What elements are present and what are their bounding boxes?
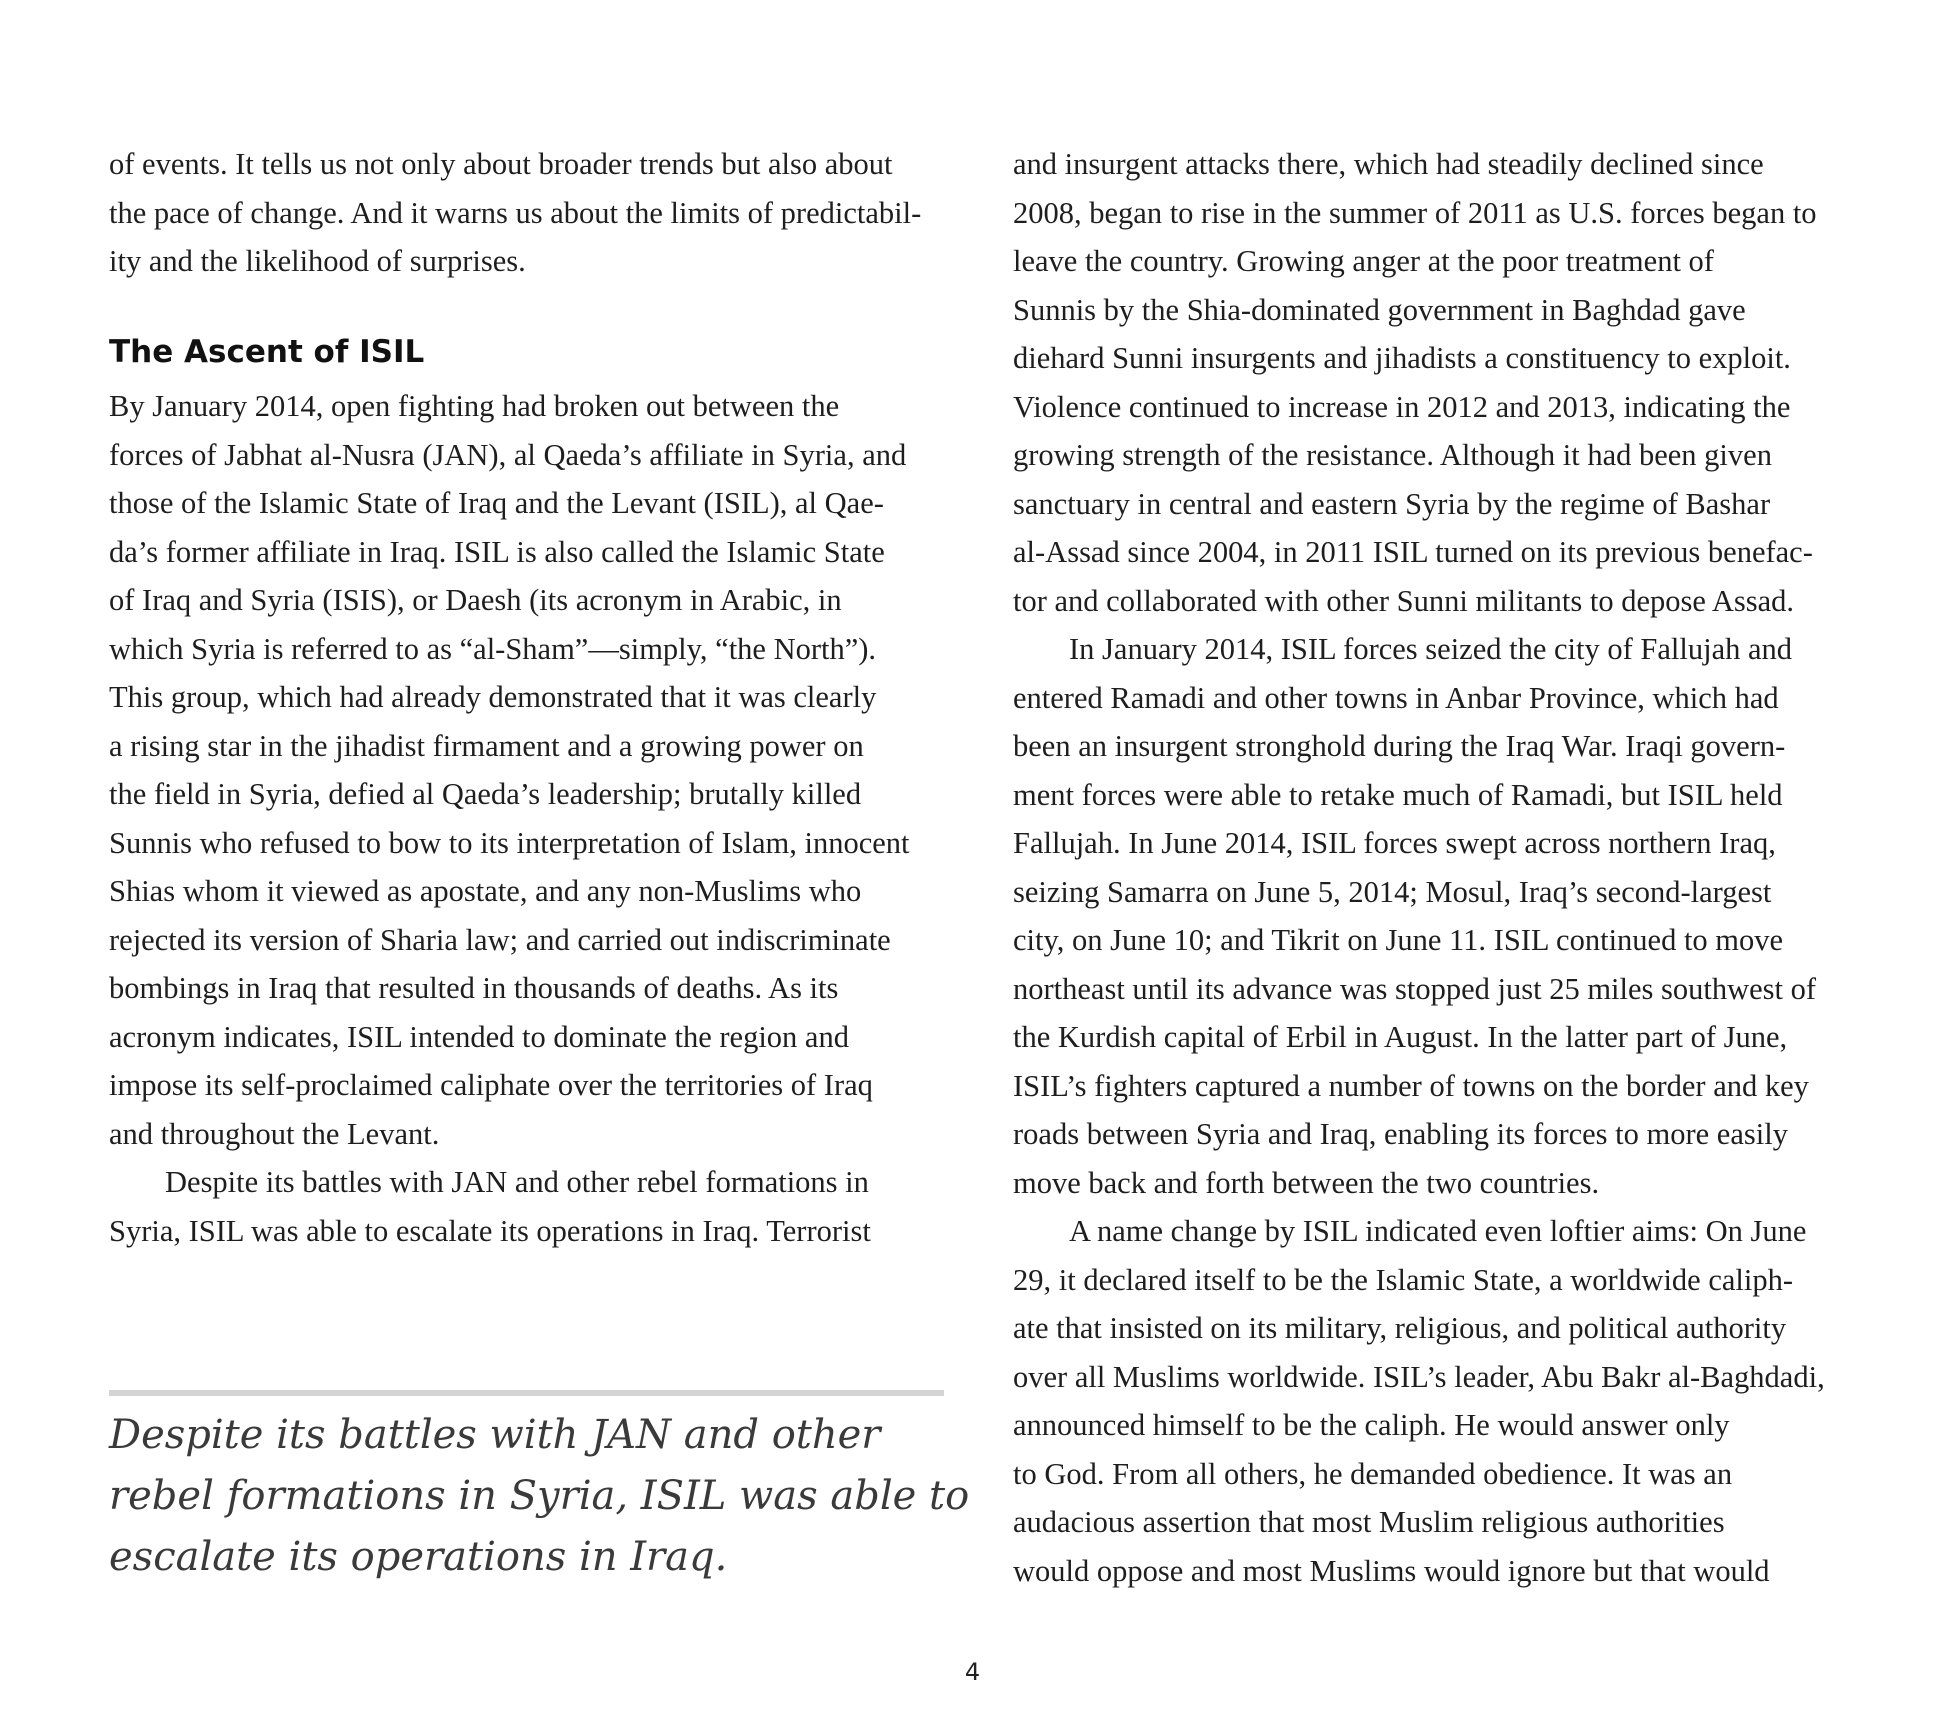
pull-quote-line: rebel formations in Syria, ISIL was able to [109,1473,970,1519]
pull-quote [109,1405,970,1588]
text-line: roads between Syria and Iraq, enabling its forces to more easily [1013,1117,1788,1151]
text-line: of events. It tells us not only about broader trends but also about [109,147,893,181]
text-line: northeast until its advance was stopped just 25 miles southwest of [1013,971,1817,1006]
right-column [1013,140,1855,1595]
text-line: al-Assad since 2004, in 2011 ISIL turned on its previous benefac- [1013,535,1813,569]
text-line: Despite its battles with JAN and other rebel formations in [165,1165,869,1199]
text-line: acronym indicates, ISIL intended to dominate the region and [109,1019,849,1054]
text-line: a rising star in the jihadist firmament and a growing power on [109,728,864,763]
text-line: ment forces were able to retake much of Ramadi, but ISIL held [1013,777,1783,812]
section-heading: The Ascent of ISIL [109,334,425,370]
text-line: entered Ramadi and other towns in Anbar Province, which had [1013,680,1779,715]
text-line: da’s former affiliate in Iraq. ISIL is also called the Islamic State [109,534,885,569]
text-line: forces of Jabhat al-Nusra (JAN), al Qaeda’s affiliate in Syria, and [109,437,907,472]
text-line: and insurgent attacks there, which had steadily declined since [1013,147,1764,181]
text-line: the pace of change. And it warns us about the limits of predictabil- [109,195,922,230]
text-line: In January 2014, ISIL forces seized the city of Fallujah and [1069,632,1793,666]
text-line: and throughout the Levant. [109,1116,440,1151]
text-line: those of the Islamic State of Iraq and the Levant (ISIL), al Qae- [109,486,884,520]
text-line: growing strength of the resistance. Although it had been given [1013,438,1772,472]
text-line: ISIL’s fighters captured a number of towns on the border and key [1013,1068,1809,1103]
text-line: seizing Samarra on June 5, 2014; Mosul, Iraq’s second-largest [1013,874,1772,909]
pull-quote-rule [109,1390,944,1396]
text-line: Sunnis who refused to bow to its interpretation of Islam, innocent [109,825,910,860]
pull-quote-line: escalate its operations in Iraq. [109,1534,728,1580]
text-line: announced himself to be the caliph. He would answer only [1013,1408,1730,1442]
text-line: the field in Syria, defied al Qaeda’s leadership; brutally killed [109,777,862,811]
text-line: to God. From all others, he demanded obedience. It was an [1013,1456,1733,1491]
text-line: tor and collaborated with other Sunni militants to depose Assad. [1013,583,1795,618]
text-line: Fallujah. In June 2014, ISIL forces swept across northern Iraq, [1013,826,1776,860]
left-column-body [109,382,944,1255]
text-line: audacious assertion that most Muslim religious authorities [1013,1505,1725,1539]
text-line: rejected its version of Sharia law; and carried out indiscriminate [109,922,891,957]
text-line: This group, which had already demonstrated that it was clearly [109,680,877,714]
text-line: of Iraq and Syria (ISIS), or Daesh (its acronym in Arabic, in [109,583,842,617]
text-line: 29, it declared itself to be the Islamic State, a worldwide caliph- [1013,1262,1794,1297]
text-line: diehard Sunni insurgents and jihadists a constituency to exploit. [1013,341,1791,375]
text-line: sanctuary in central and eastern Syria by the regime of Bashar [1013,486,1771,521]
text-line: 2008, began to rise in the summer of 2011 as U.S. forces began to [1013,195,1817,230]
text-line: A name change by ISIL indicated even loftier aims: On June [1069,1214,1807,1248]
text-line: move back and forth between the two countries. [1013,1165,1600,1200]
text-line: Violence continued to increase in 2012 and 2013, indicating the [1013,389,1791,424]
text-line: impose its self-proclaimed caliphate over the territories of Iraq [109,1068,873,1102]
page-number: 4 [964,1658,981,1686]
left-column-intro [109,140,944,286]
text-line: Syria, ISIL was able to escalate its operations in Iraq. Terrorist [109,1213,871,1248]
text-line: ate that insisted on its military, religious, and political authority [1013,1311,1787,1345]
text-line: Shias whom it viewed as apostate, and any non-Muslims who [109,874,862,908]
text-line: over all Muslims worldwide. ISIL’s leader, Abu Bakr al-Baghdadi, [1013,1359,1825,1394]
pull-quote-line: Despite its battles with JAN and other [109,1412,881,1458]
text-line: Sunnis by the Shia-dominated government in Baghdad gave [1013,292,1746,327]
text-line: By January 2014, open fighting had broken out between the [109,389,840,423]
text-line: which Syria is referred to as “al-Sham”—simply, “the North”). [109,631,877,666]
text-line: bombings in Iraq that resulted in thousands of deaths. As its [109,971,839,1005]
text-line: ity and the likelihood of surprises. [109,244,526,278]
text-line: been an insurgent stronghold during the Iraq War. Iraqi govern- [1013,729,1786,763]
text-line: would oppose and most Muslims would ignore but that would [1013,1553,1770,1588]
text-line: the Kurdish capital of Erbil in August. In the latter part of June, [1013,1020,1788,1054]
text-line: city, on June 10; and Tikrit on June 11. ISIL continued to move [1013,923,1784,957]
text-line: leave the country. Growing anger at the poor treatment of [1013,244,1714,278]
